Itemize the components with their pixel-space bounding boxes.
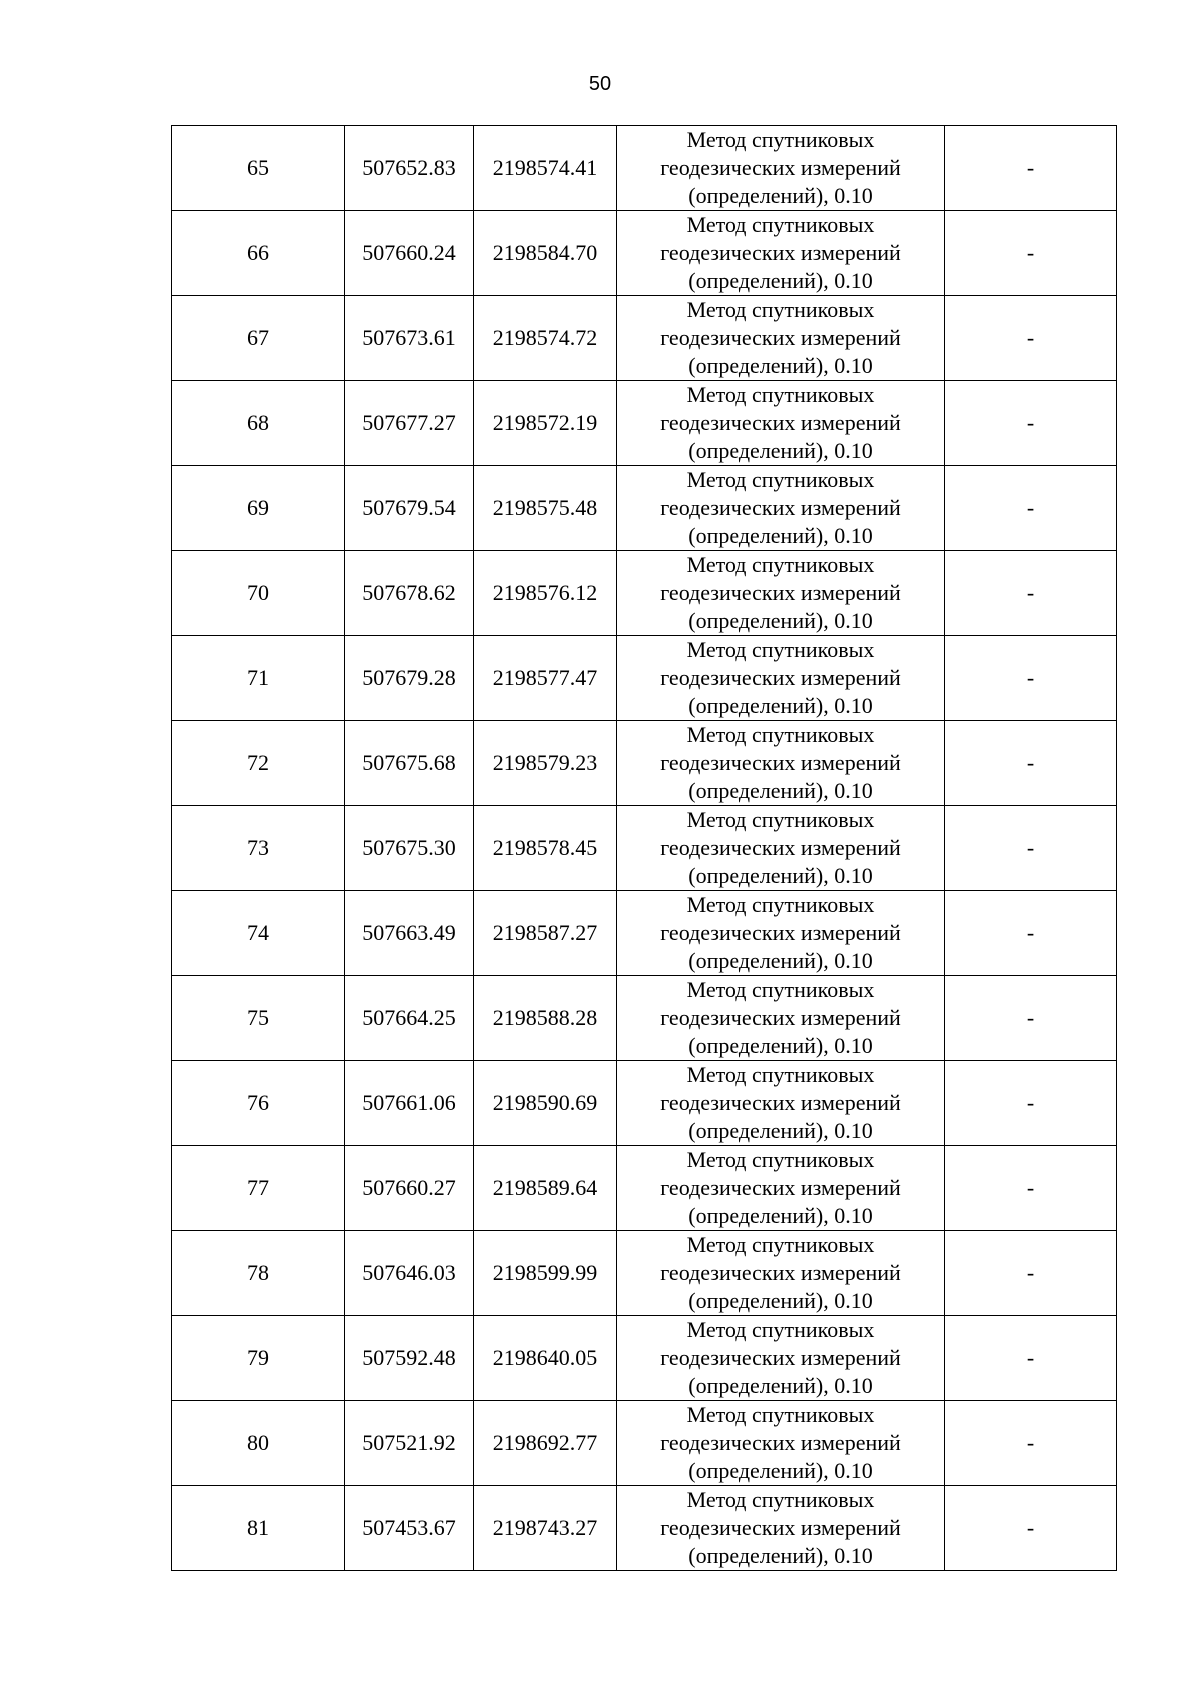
table-row <box>172 806 1117 891</box>
method-line: геодезических измерений <box>660 1345 901 1370</box>
y-coordinate-cell: 2198584.70 <box>474 211 617 296</box>
table-row <box>172 1061 1117 1146</box>
x-coordinate-cell: 507592.48 <box>345 1316 474 1401</box>
table-row <box>172 551 1117 636</box>
y-coordinate-cell: 2198577.47 <box>474 636 617 721</box>
x-coordinate-cell: 507679.54 <box>345 466 474 551</box>
method-line: геодезических измерений <box>660 1260 901 1285</box>
method-cell <box>617 1146 945 1231</box>
table-row <box>172 1486 1117 1571</box>
y-coordinate-cell: 2198590.69 <box>474 1061 617 1146</box>
x-coordinate-cell: 507660.27 <box>345 1146 474 1231</box>
method-line: геодезических измерений <box>660 750 901 775</box>
method-line: (определений), 0.10 <box>688 1033 873 1058</box>
x-coordinate-cell: 507521.92 <box>345 1401 474 1486</box>
note-cell: - <box>945 1316 1117 1401</box>
method-line: Метод спутниковых <box>686 127 875 152</box>
x-coordinate-cell: 507678.62 <box>345 551 474 636</box>
method-line: геодезических измерений <box>660 1005 901 1030</box>
y-coordinate-cell: 2198574.41 <box>474 126 617 211</box>
table-row <box>172 721 1117 806</box>
method-line: (определений), 0.10 <box>688 268 873 293</box>
x-coordinate-cell: 507646.03 <box>345 1231 474 1316</box>
method-cell <box>617 126 945 211</box>
method-line: Метод спутниковых <box>686 382 875 407</box>
method-line: геодезических измерений <box>660 1430 901 1455</box>
point-number-cell: 73 <box>172 806 345 891</box>
method-line: Метод спутниковых <box>686 892 875 917</box>
page-number: 50 <box>588 73 612 95</box>
method-line: Метод спутниковых <box>686 977 875 1002</box>
y-coordinate-cell: 2198587.27 <box>474 891 617 976</box>
method-line: геодезических измерений <box>660 920 901 945</box>
point-number-cell: 75 <box>172 976 345 1061</box>
point-number-cell: 68 <box>172 381 345 466</box>
method-cell <box>617 466 945 551</box>
point-number-cell: 72 <box>172 721 345 806</box>
method-line: геодезических измерений <box>660 155 901 180</box>
method-line: (определений), 0.10 <box>688 1288 873 1313</box>
method-line: геодезических измерений <box>660 835 901 860</box>
y-coordinate-cell: 2198589.64 <box>474 1146 617 1231</box>
method-line: (определений), 0.10 <box>688 353 873 378</box>
method-line: (определений), 0.10 <box>688 693 873 718</box>
method-cell <box>617 1486 945 1571</box>
method-line: (определений), 0.10 <box>688 438 873 463</box>
x-coordinate-cell: 507675.30 <box>345 806 474 891</box>
y-coordinate-cell: 2198692.77 <box>474 1401 617 1486</box>
method-cell <box>617 1231 945 1316</box>
method-cell <box>617 806 945 891</box>
method-line: Метод спутниковых <box>686 1062 875 1087</box>
method-cell <box>617 1316 945 1401</box>
method-line: (определений), 0.10 <box>688 608 873 633</box>
method-line: (определений), 0.10 <box>688 1458 873 1483</box>
point-number-cell: 66 <box>172 211 345 296</box>
x-coordinate-cell: 507453.67 <box>345 1486 474 1571</box>
note-cell: - <box>945 1401 1117 1486</box>
method-line: Метод спутниковых <box>686 1402 875 1427</box>
method-line: геодезических измерений <box>660 1515 901 1540</box>
point-number-cell: 77 <box>172 1146 345 1231</box>
x-coordinate-cell: 507673.61 <box>345 296 474 381</box>
note-cell: - <box>945 126 1117 211</box>
method-line: Метод спутниковых <box>686 807 875 832</box>
note-cell: - <box>945 551 1117 636</box>
method-line: (определений), 0.10 <box>688 523 873 548</box>
note-cell: - <box>945 1486 1117 1571</box>
table-row <box>172 1401 1117 1486</box>
table-row <box>172 1316 1117 1401</box>
method-line: Метод спутниковых <box>686 637 875 662</box>
y-coordinate-cell: 2198574.72 <box>474 296 617 381</box>
note-cell: - <box>945 891 1117 976</box>
point-number-cell: 65 <box>172 126 345 211</box>
method-line: (определений), 0.10 <box>688 948 873 973</box>
method-line: геодезических измерений <box>660 495 901 520</box>
method-line: Метод спутниковых <box>686 467 875 492</box>
table-row <box>172 211 1117 296</box>
note-cell: - <box>945 1061 1117 1146</box>
method-line: Метод спутниковых <box>686 212 875 237</box>
note-cell: - <box>945 296 1117 381</box>
note-cell: - <box>945 211 1117 296</box>
table-row <box>172 636 1117 721</box>
note-cell: - <box>945 1146 1117 1231</box>
method-line: (определений), 0.10 <box>688 1543 873 1568</box>
x-coordinate-cell: 507660.24 <box>345 211 474 296</box>
method-line: (определений), 0.10 <box>688 183 873 208</box>
point-number-cell: 71 <box>172 636 345 721</box>
y-coordinate-cell: 2198572.19 <box>474 381 617 466</box>
note-cell: - <box>945 976 1117 1061</box>
table-row <box>172 296 1117 381</box>
y-coordinate-cell: 2198588.28 <box>474 976 617 1061</box>
note-cell: - <box>945 721 1117 806</box>
y-coordinate-cell: 2198575.48 <box>474 466 617 551</box>
note-cell: - <box>945 1231 1117 1316</box>
point-number-cell: 69 <box>172 466 345 551</box>
y-coordinate-cell: 2198599.99 <box>474 1231 617 1316</box>
y-coordinate-cell: 2198743.27 <box>474 1486 617 1571</box>
method-line: геодезических измерений <box>660 1175 901 1200</box>
x-coordinate-cell: 507664.25 <box>345 976 474 1061</box>
x-coordinate-cell: 507663.49 <box>345 891 474 976</box>
method-line: Метод спутниковых <box>686 1232 875 1257</box>
method-line: геодезических измерений <box>660 580 901 605</box>
point-number-cell: 74 <box>172 891 345 976</box>
method-cell <box>617 976 945 1061</box>
method-line: (определений), 0.10 <box>688 1373 873 1398</box>
method-line: геодезических измерений <box>660 665 901 690</box>
table-row <box>172 1146 1117 1231</box>
table-row <box>172 126 1117 211</box>
method-line: геодезических измерений <box>660 410 901 435</box>
method-cell <box>617 296 945 381</box>
point-number-cell: 79 <box>172 1316 345 1401</box>
table-row <box>172 1231 1117 1316</box>
method-line: геодезических измерений <box>660 325 901 350</box>
method-cell <box>617 1061 945 1146</box>
method-line: геодезических измерений <box>660 1090 901 1115</box>
table-row <box>172 466 1117 551</box>
method-cell <box>617 636 945 721</box>
method-line: Метод спутниковых <box>686 1487 875 1512</box>
note-cell: - <box>945 806 1117 891</box>
y-coordinate-cell: 2198579.23 <box>474 721 617 806</box>
method-line: (определений), 0.10 <box>688 1203 873 1228</box>
x-coordinate-cell: 507661.06 <box>345 1061 474 1146</box>
table-row <box>172 891 1117 976</box>
point-number-cell: 76 <box>172 1061 345 1146</box>
note-cell: - <box>945 381 1117 466</box>
method-line: Метод спутниковых <box>686 552 875 577</box>
table-row <box>172 381 1117 466</box>
y-coordinate-cell: 2198578.45 <box>474 806 617 891</box>
note-cell: - <box>945 466 1117 551</box>
x-coordinate-cell: 507675.68 <box>345 721 474 806</box>
point-number-cell: 80 <box>172 1401 345 1486</box>
point-number-cell: 78 <box>172 1231 345 1316</box>
x-coordinate-cell: 507679.28 <box>345 636 474 721</box>
point-number-cell: 67 <box>172 296 345 381</box>
point-number-cell: 70 <box>172 551 345 636</box>
method-cell <box>617 551 945 636</box>
y-coordinate-cell: 2198576.12 <box>474 551 617 636</box>
method-cell <box>617 721 945 806</box>
method-line: (определений), 0.10 <box>688 1118 873 1143</box>
method-line: Метод спутниковых <box>686 297 875 322</box>
method-line: Метод спутниковых <box>686 1317 875 1342</box>
point-number-cell: 81 <box>172 1486 345 1571</box>
method-cell <box>617 891 945 976</box>
method-cell <box>617 1401 945 1486</box>
method-line: (определений), 0.10 <box>688 778 873 803</box>
x-coordinate-cell: 507677.27 <box>345 381 474 466</box>
method-line: геодезических измерений <box>660 240 901 265</box>
y-coordinate-cell: 2198640.05 <box>474 1316 617 1401</box>
method-line: Метод спутниковых <box>686 722 875 747</box>
x-coordinate-cell: 507652.83 <box>345 126 474 211</box>
note-cell: - <box>945 636 1117 721</box>
method-line: (определений), 0.10 <box>688 863 873 888</box>
method-line: Метод спутниковых <box>686 1147 875 1172</box>
coordinates-table <box>171 125 1117 1571</box>
method-cell <box>617 381 945 466</box>
method-cell <box>617 211 945 296</box>
table-row <box>172 976 1117 1061</box>
